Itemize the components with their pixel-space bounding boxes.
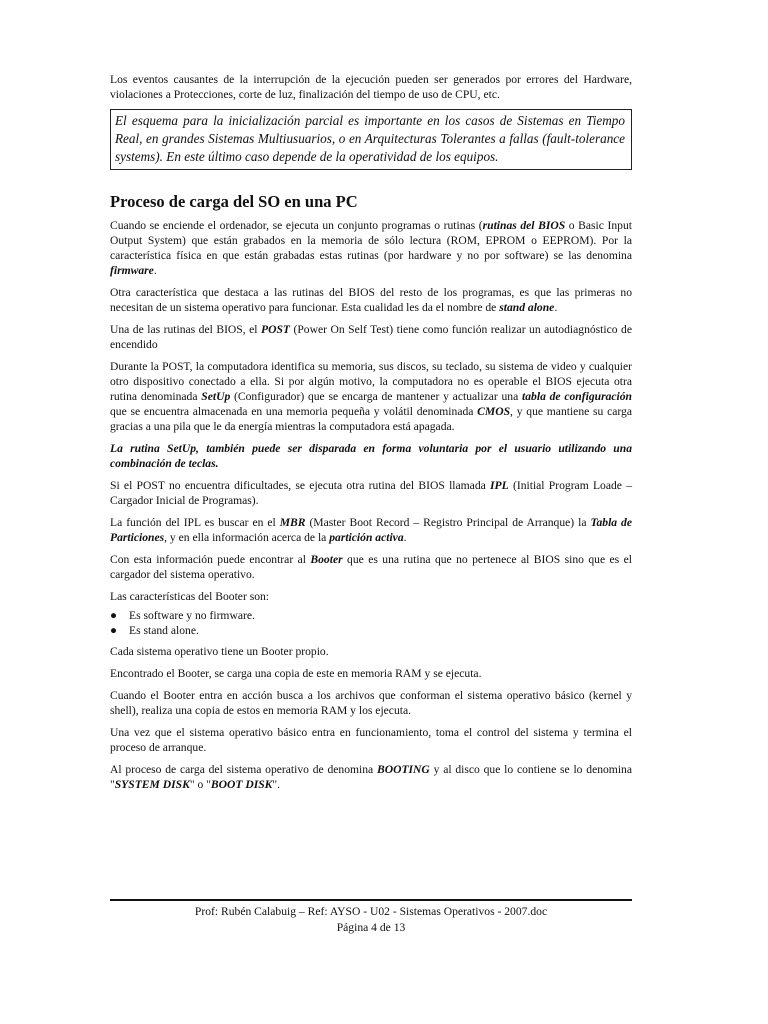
term-mbr: MBR	[279, 516, 306, 529]
paragraph-booting: Al proceso de carga del sistema operativo de denomina BOOTING y al disco que lo contiene se lo denomina "SYSTEM DISK" o "BOOT DISK".	[110, 763, 632, 791]
paragraph-booter-ram: Encontrado el Booter, se carga una copia de este en memoria RAM y se ejecuta.	[110, 667, 482, 680]
term-cmos: CMOS	[477, 405, 511, 418]
note-box: El esquema para la inicialización parcial es importante en los casos de Sistemas en Tiempo Real, en grandes Sistemas Multiusuarios, o en Arquitecturas Tolerantes a fallas (fault-tolerance systems). En este último caso depende de la operatividad de los equipos.	[110, 109, 632, 170]
paragraph-booter-propio: Cada sistema operativo tiene un Booter propio.	[110, 645, 329, 658]
term-system-disk: SYSTEM DISK	[114, 778, 190, 791]
document-page	[110, 72, 632, 799]
paragraph-setup-note: La rutina SetUp, también puede ser disparada en forma voluntaria por el usuario utilizando una combinación de teclas.	[110, 442, 632, 470]
paragraph-stand-alone: Otra característica que destaca a las rutinas del BIOS del resto de los programas, es que las primeras no necesitan de un sistema operativo para funcionar. Esta cualidad les da el nombre de stand alone.	[110, 286, 632, 314]
list-item: ● Es stand alone.	[110, 624, 199, 637]
term-setup: SetUp	[201, 390, 231, 403]
term-booter: Booter	[310, 553, 343, 566]
term-ipl: IPL	[490, 479, 509, 492]
term-tabla-particiones: Tabla de Particiones	[110, 516, 632, 544]
footer-divider	[110, 899, 632, 901]
bullet-icon: ●	[110, 609, 118, 622]
term-post: POST	[261, 323, 290, 336]
footer-reference: Prof: Rubén Calabuig – Ref: AYSO - U02 - Sistemas Operativos - 2007.doc	[194, 905, 548, 918]
list-item: ● Es software y no firmware.	[110, 609, 255, 622]
term-boot-disk: BOOT DISK	[210, 778, 273, 791]
term-rutinas-bios: rutinas del BIOS	[482, 219, 566, 232]
term-tabla-configuracion: tabla de configuración	[522, 390, 632, 403]
paragraph-setup: Durante la POST, la computadora identifica su memoria, sus discos, su teclado, su sistema de video y cualquier otro dispositivo conectado a ella. Si por algún motivo, la computadora no es operable el BIOS ejecuta otra rutina denominada SetUp (Configurador) que se encarga de mantener y actualizar una tabla de configuración que se encuentra almacenada en una memoria pequeña y volátil denominada CMOS, y que mantiene su carga gracias a una pila que le da energía mientras la computadora está apagada.	[110, 360, 632, 433]
term-firmware: firmware	[110, 264, 154, 277]
term-booting: BOOTING	[376, 763, 430, 776]
intro-paragraph: Los eventos causantes de la interrupción de la ejecución pueden ser generados por errores del Hardware, violaciones a Protecciones, corte de luz, finalización del tiempo de uso de CPU, etc.	[110, 73, 632, 101]
page-footer	[110, 904, 632, 936]
paragraph-kernel-shell: Cuando el Booter entra en acción busca a los archivos que conforman el sistema operativo básico (kernel y shell), realiza una copia de estos en memoria RAM y los ejecuta.	[110, 689, 632, 717]
paragraph-booter-features: Las características del Booter son:	[110, 590, 270, 603]
paragraph-ipl: Si el POST no encuentra dificultades, se ejecuta otra rutina del BIOS llamada IPL (Initial Program Loade – Cargador Inicial de Programas).	[110, 479, 633, 507]
term-particion-activa: partición activa	[329, 531, 404, 544]
paragraph-bios: Cuando se enciende el ordenador, se ejecuta un conjunto programas o rutinas (rutinas del BIOS o Basic Input Output System) que están grabados en la memoria de sólo lectura (ROM, EPROM o EEPROM). Por la característica física en que están grabadas estas rutinas (por hardware y no por software) se las denomina firmware.	[110, 219, 632, 277]
bullet-icon: ●	[110, 624, 118, 637]
paragraph-post: Una de las rutinas del BIOS, el POST (Power On Self Test) tiene como función realizar un autodiagnóstico de encendido	[110, 323, 632, 351]
term-stand-alone: stand alone	[499, 301, 555, 314]
section-title: Proceso de carga del SO en una PC	[110, 192, 358, 211]
page-number: Página 4 de 13	[336, 921, 406, 934]
paragraph-arranque: Una vez que el sistema operativo básico entra en funcionamiento, toma el control del sistema y termina el proceso de arranque.	[110, 726, 632, 754]
booter-feature-list	[110, 608, 632, 638]
paragraph-mbr: La función del IPL es buscar en el MBR (Master Boot Record – Registro Principal de Arranque) la Tabla de Particiones, y en ella información acerca de la partición activa.	[110, 516, 632, 544]
paragraph-booter: Con esta información puede encontrar al Booter que es una rutina que no pertenece al BIOS sino que es el cargador del sistema operativo.	[110, 553, 632, 581]
